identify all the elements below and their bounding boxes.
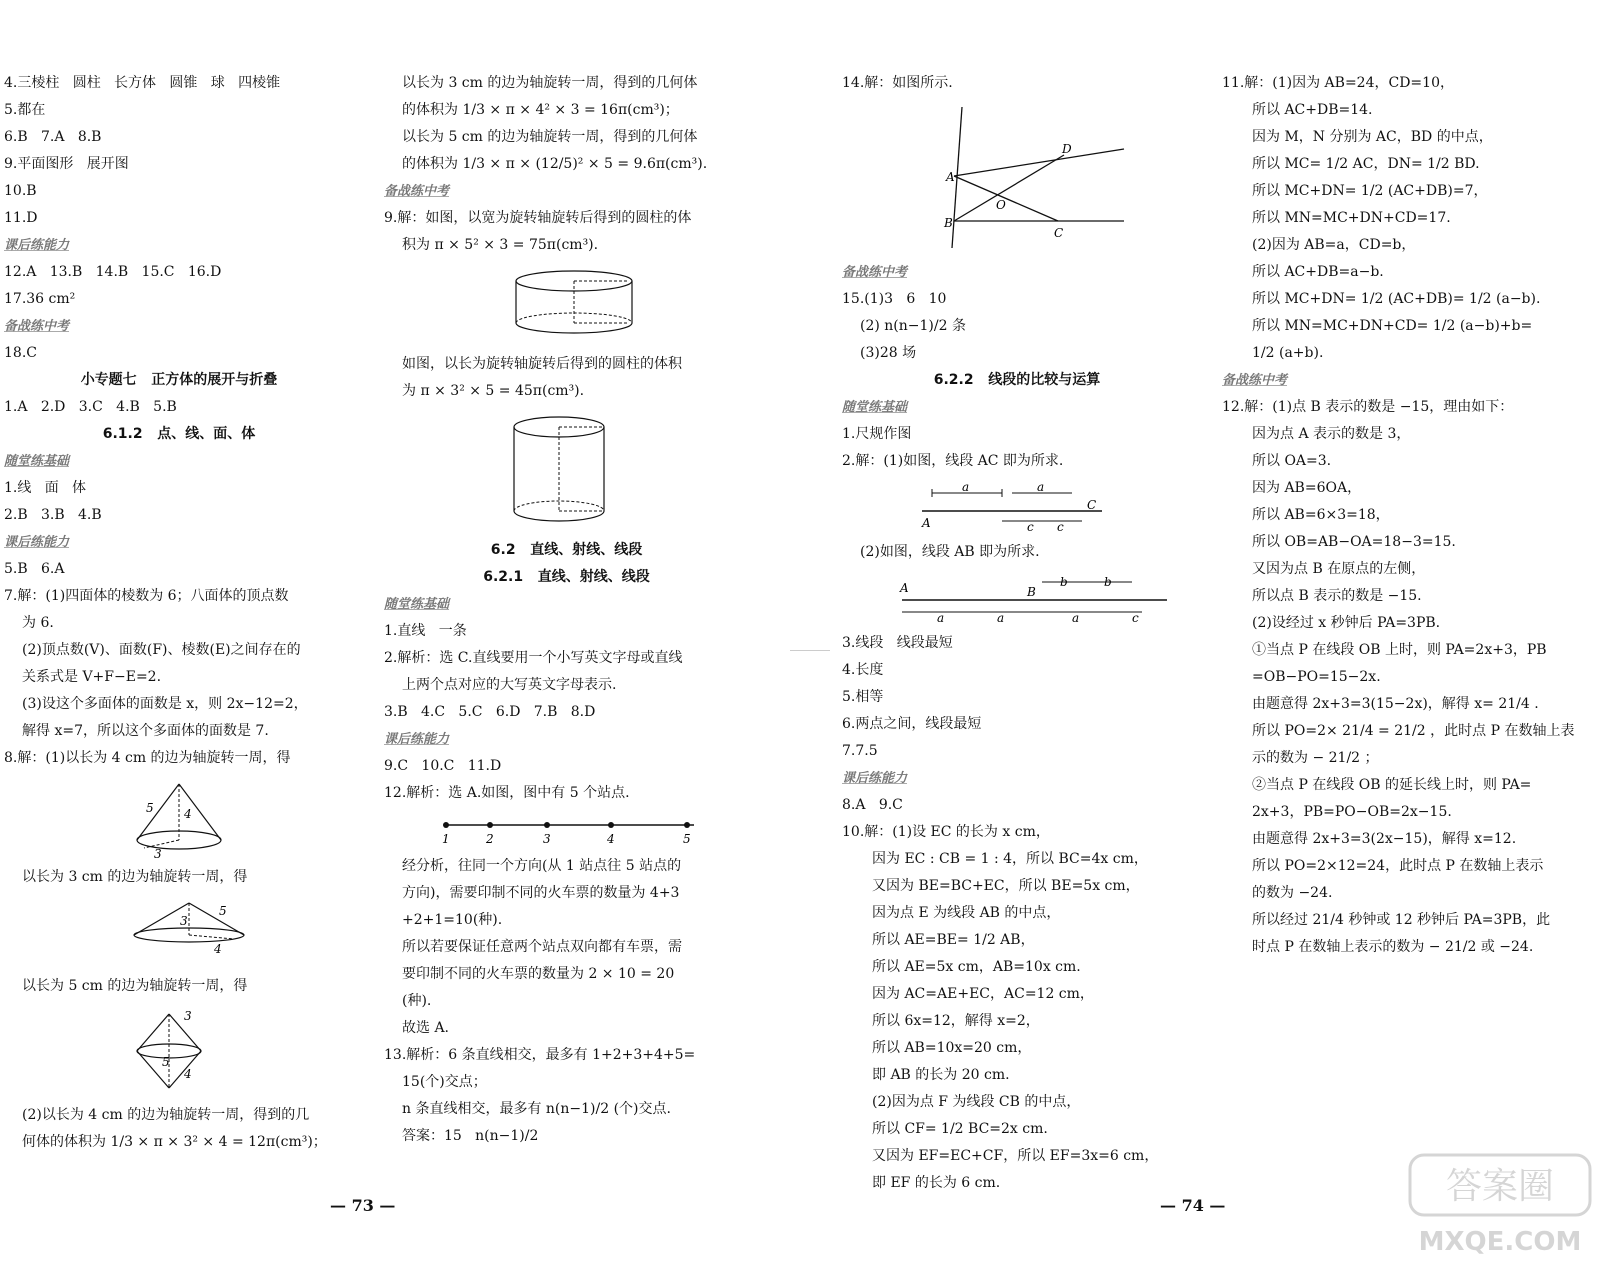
figure-label: O (996, 198, 1006, 212)
text-line: 3.线段 线段最短 (842, 635, 953, 651)
figure-label: 5 (146, 801, 154, 815)
figure-label: c (1027, 520, 1034, 533)
figure-label: c (1057, 520, 1064, 533)
figure-label: 4 (607, 832, 615, 846)
text-line: 8.A 9.C (842, 797, 903, 813)
text-line: 1/2 (a+b). (1252, 345, 1324, 361)
figure-label: 4 (184, 1067, 192, 1081)
text-line: 1.线 面 体 (4, 480, 87, 496)
text-line: 18.C (4, 345, 37, 361)
text-line: 2.解：(1)如图，线段 AC 即为所求. (842, 453, 1064, 469)
text-line: 1.尺规作图 (842, 426, 912, 442)
text-line: 10.B (4, 183, 37, 199)
column-3 (842, 70, 1192, 1197)
text-line: 10.解：(1)设 EC 的长为 x cm， (842, 824, 1050, 840)
text-line: 12.A 13.B 14.B 15.C 16.D (4, 264, 222, 280)
figure-label: 3 (154, 847, 162, 858)
section-tag: 课后练能力 (4, 238, 70, 253)
text-line: 6.B 7.A 8.B (4, 129, 102, 145)
text-line: (3)设这个多面体的面数是 x，则 2x−12=2， (22, 696, 308, 712)
text-line: 以长为 5 cm 的边为轴旋转一周，得 (22, 978, 248, 994)
figure-label: 2 (486, 832, 494, 846)
figure-label: a (1072, 611, 1080, 624)
text-line: 关系式是 V+F−E=2. (22, 669, 162, 685)
text-line: 4.三棱柱 圆柱 长方体 圆锥 球 四棱锥 (4, 75, 281, 91)
text-line: 答案：15 n(n−1)/2 (402, 1128, 539, 1144)
figure-label: a (997, 611, 1005, 624)
figure-label: A (900, 581, 909, 595)
section-heading: 6.2.1 直线、射线、线段 (483, 569, 650, 585)
figure-label: c (1132, 611, 1139, 624)
text-line: 所以 OA=3. (1252, 453, 1332, 469)
text-line: 方向)，需要印制不同的火车票的数量为 4+3 (402, 885, 680, 901)
figure-label: 5 (683, 832, 691, 846)
text-line: 所以 6x=12，解得 x=2， (872, 1013, 1040, 1029)
text-line: 要印制不同的火车票的数量为 2 × 10 = 20 (402, 966, 675, 982)
text-line: 11.解：(1)因为 AB=24，CD=10， (1222, 75, 1454, 91)
text-line: 以长为 3 cm 的边为轴旋转一周，得 (22, 869, 248, 885)
text-line: 1.A 2.D 3.C 4.B 5.B (4, 399, 177, 415)
text-line: 由题意得 2x+3=3(2x−15)，解得 x=12. (1252, 831, 1517, 847)
figure-label: 3 (184, 1009, 192, 1023)
text-line: 解得 x=7，所以这个多面体的面数是 7. (22, 723, 269, 739)
text-line: 所以 AB=10x=20 cm， (872, 1040, 1032, 1056)
figure-label: a (962, 481, 970, 494)
section-tag: 课后练能力 (842, 771, 908, 786)
section-tag: 备战练中考 (842, 265, 908, 280)
text-line: 因为点 E 为线段 AB 的中点， (872, 905, 1061, 921)
text-line: (3)28 场 (860, 345, 917, 361)
text-line: 15.(1)3 6 10 (842, 291, 947, 307)
figure-label: C (1087, 498, 1097, 512)
figure-cone2 (124, 897, 254, 967)
figure-label: 3 (543, 832, 551, 846)
figure-label: D (1062, 142, 1072, 156)
text-line: 即 EF 的长为 6 cm. (872, 1175, 1001, 1191)
figure-label: A (922, 516, 931, 530)
text-line: (2)设经过 x 秒钟后 PA=3PB. (1252, 615, 1441, 631)
column-2 (384, 70, 749, 1150)
text-line: 如图，以长为旋转轴旋转后得到的圆柱的体积 (402, 356, 682, 372)
text-line: (2)因为 AB=a，CD=b， (1252, 237, 1416, 253)
text-line: 所以 MC+DN= 1/2 (AC+DB)=7， (1252, 183, 1488, 199)
text-line: (2)顶点数(V)、面数(F)、棱数(E)之间存在的 (22, 642, 301, 658)
text-line: 3.B 4.C 5.C 6.D 7.B 8.D (384, 704, 596, 720)
figure-lines14 (842, 103, 1222, 253)
text-line: 8.解：(1)以长为 4 cm 的边为轴旋转一周，得 (4, 750, 291, 766)
text-line: 何体的体积为 1/3 × π × 3² × 4 = 12π(cm³)； (22, 1134, 327, 1150)
text-line: 13.解析：6 条直线相交，最多有 1+2+3+4+5= (384, 1047, 696, 1063)
text-line: 上两个点对应的大写英文字母表示. (402, 677, 617, 693)
section-tag: 随堂练基础 (842, 400, 908, 415)
text-line: n 条直线相交，最多有 n(n−1)/2 (个)交点. (402, 1101, 671, 1117)
figure-label: A (946, 170, 955, 184)
figure-seg2 (842, 572, 1192, 624)
watermark-text-en: MXQE.COM (1418, 1227, 1582, 1257)
figure-seg1 (842, 481, 1152, 533)
text-line: 又因为 BE=BC+EC，所以 BE=5x cm， (872, 878, 1140, 894)
text-line: (2)以长为 4 cm 的边为轴旋转一周，得到的几 (22, 1107, 310, 1123)
figure-label: 4 (184, 807, 192, 821)
section-tag: 备战练中考 (384, 184, 450, 199)
section-tag: 备战练中考 (4, 319, 70, 334)
text-line: 所以 OB=AB−OA=18−3=15. (1252, 534, 1456, 550)
figure-label: B (944, 216, 953, 230)
text-line: 为 π × 3² × 5 = 45π(cm³). (402, 383, 585, 399)
text-line: 因为 AB=6OA， (1252, 480, 1362, 496)
text-line: 6.两点之间，线段最短 (842, 716, 982, 732)
figure-label: b (1060, 575, 1068, 589)
text-line: (2)因为点 F 为线段 CB 的中点， (872, 1094, 1081, 1110)
text-line: (2) n(n−1)/2 条 (860, 318, 966, 334)
section-tag: 随堂练基础 (4, 454, 70, 469)
text-line: 经分析，往同一个方向(从 1 站点往 5 站点的 (402, 858, 682, 874)
text-line: 14.解：如图所示. (842, 75, 953, 91)
text-line: 的数为 −24. (1252, 885, 1333, 901)
page-number-left: — 73 — (330, 1196, 396, 1215)
text-line: +2+1=10(种). (402, 912, 503, 928)
text-line: 所以 MN=MC+DN+CD= 1/2 (a−b)+b= (1252, 318, 1533, 334)
text-line: 为 6. (22, 615, 54, 631)
text-line: 又因为 EF=EC+CF，所以 EF=3x=6 cm， (872, 1148, 1159, 1164)
text-line: 所以 MC+DN= 1/2 (AC+DB)= 1/2 (a−b). (1252, 291, 1541, 307)
text-line: 以长为 5 cm 的边为轴旋转一周，得到的几何体 (402, 129, 698, 145)
text-line: 的体积为 1/3 × π × (12/5)² × 5 = 9.6π(cm³). (402, 156, 708, 172)
text-line: 所以 PO=2×12=24，此时点 P 在数轴上表示 (1252, 858, 1544, 874)
text-line: 7.7.5 (842, 743, 878, 759)
section-heading: 6.1.2 点、线、面、体 (102, 426, 256, 442)
text-line: 12.解析：选 A.如图，图中有 5 个站点. (384, 785, 630, 801)
section-heading: 6.2 直线、射线、线段 (490, 542, 643, 558)
figure-cone1 (124, 778, 234, 858)
text-line: 7.解：(1)四面体的棱数为 6；八面体的顶点数 (4, 588, 289, 604)
text-line: 即 AB 的长为 20 cm. (872, 1067, 1010, 1083)
text-line: 所以 CF= 1/2 BC=2x cm. (872, 1121, 1048, 1137)
text-line: 5.都在 (4, 102, 46, 118)
figure-label: C (1054, 226, 1064, 240)
text-line: 11.D (4, 210, 38, 226)
text-line: 由题意得 2x+3=3(15−2x)，解得 x= 21/4 . (1252, 696, 1539, 712)
text-line: 2.B 3.B 4.B (4, 507, 102, 523)
figure-cone3 (124, 1006, 214, 1096)
figure-label: B (1027, 585, 1036, 599)
text-line: 又因为点 B 在原点的左侧， (1252, 561, 1426, 577)
figure-label: a (1037, 481, 1045, 494)
text-line: 5.相等 (842, 689, 884, 705)
text-line: 积为 π × 5² × 3 = 75π(cm³). (402, 237, 599, 253)
text-line: 4.长度 (842, 662, 884, 678)
text-line: 9.解：如图，以宽为旋转轴旋转后得到的圆柱的体 (384, 210, 692, 226)
page-gutter (790, 650, 830, 651)
text-line: 因为点 A 表示的数是 3， (1252, 426, 1411, 442)
text-line: ②当点 P 在线段 OB 的延长线上时，则 PA= (1252, 777, 1532, 793)
text-line: 所以 AC+DB=a−b. (1252, 264, 1384, 280)
text-line: (2)如图，线段 AB 即为所求. (860, 544, 1040, 560)
text-line: 所以点 B 表示的数是 −15. (1252, 588, 1422, 604)
text-line: 12.解：(1)点 B 表示的数是 −15，理由如下： (1222, 399, 1514, 415)
text-line: 所以 AE=5x cm，AB=10x cm. (872, 959, 1081, 975)
text-line: 17.36 cm² (4, 291, 76, 307)
text-line: 2.解析：选 C.直线要用一个小写英文字母或直线 (384, 650, 683, 666)
text-line: 所以 MN=MC+DN+CD=17. (1252, 210, 1451, 226)
figure-label: 1 (442, 832, 450, 846)
figure-label: a (937, 611, 945, 624)
section-heading: 6.2.2 线段的比较与运算 (933, 372, 1101, 388)
figure-cyl1 (504, 265, 644, 345)
text-line: 因为 AC=AE+EC，AC=12 cm， (872, 986, 1094, 1002)
text-line: 因为 EC : CB = 1 : 4，所以 BC=4x cm， (872, 851, 1148, 867)
figure-label: 5 (219, 904, 227, 918)
text-line: ①当点 P 在线段 OB 上时，则 PA=2x+3，PB (1252, 642, 1547, 658)
text-line: 15(个)交点； (402, 1074, 487, 1090)
text-line: 所以 AE=BE= 1/2 AB， (872, 932, 1035, 948)
text-line: 所以 AB=6×3=18， (1252, 507, 1390, 523)
watermark-logo (1405, 1150, 1595, 1260)
text-line: 的体积为 1/3 × π × 4² × 3 = 16π(cm³)； (402, 102, 679, 118)
text-line: 9.平面图形 展开图 (4, 156, 129, 172)
section-tag: 课后练能力 (4, 535, 70, 550)
section-tag: 课后练能力 (384, 732, 450, 747)
figure-label: 4 (214, 942, 222, 956)
section-heading: 小专题七 正方体的展开与折叠 (80, 372, 278, 388)
text-line: =OB−PO=15−2x. (1252, 669, 1381, 685)
text-line: 示的数为 − 21/2 ； (1252, 750, 1379, 766)
text-line: 9.C 10.C 11.D (384, 758, 502, 774)
figure-label: 5 (162, 1055, 170, 1069)
column-4 (1222, 70, 1600, 961)
text-line: 5.B 6.A (4, 561, 65, 577)
page-number-right: — 74 — (1160, 1196, 1226, 1215)
text-line: (种). (402, 993, 432, 1009)
figure-stations (384, 813, 734, 847)
text-line: 所以 MC= 1/2 AC，DN= 1/2 BD. (1252, 156, 1480, 172)
figure-label: 3 (180, 914, 188, 928)
text-line: 以长为 3 cm 的边为轴旋转一周，得到的几何体 (402, 75, 698, 91)
figure-cyl2 (504, 411, 614, 531)
text-line: 故选 A. (402, 1020, 450, 1036)
section-tag: 随堂练基础 (384, 597, 450, 612)
text-line: 所以若要保证任意两个站点双向都有车票，需 (402, 939, 682, 955)
watermark-text-cn: 答案圈 (1445, 1166, 1555, 1207)
text-line: 2x+3，PB=PO−OB=2x−15. (1252, 804, 1452, 820)
text-line: 时点 P 在数轴上表示的数为 − 21/2 或 −24. (1252, 939, 1534, 955)
text-line: 所以经过 21/4 秒钟或 12 秒钟后 PA=3PB，此 (1252, 912, 1551, 928)
text-line: 所以 PO=2× 21/4 = 21/2 ，此时点 P 在数轴上表 (1252, 723, 1575, 739)
column-1 (4, 70, 354, 1156)
section-tag: 备战练中考 (1222, 373, 1288, 388)
text-line: 1.直线 一条 (384, 623, 467, 639)
text-line: 所以 AC+DB=14. (1252, 102, 1373, 118)
text-line: 因为 M，N 分别为 AC，BD 的中点， (1252, 129, 1493, 145)
figure-label: b (1104, 575, 1112, 589)
